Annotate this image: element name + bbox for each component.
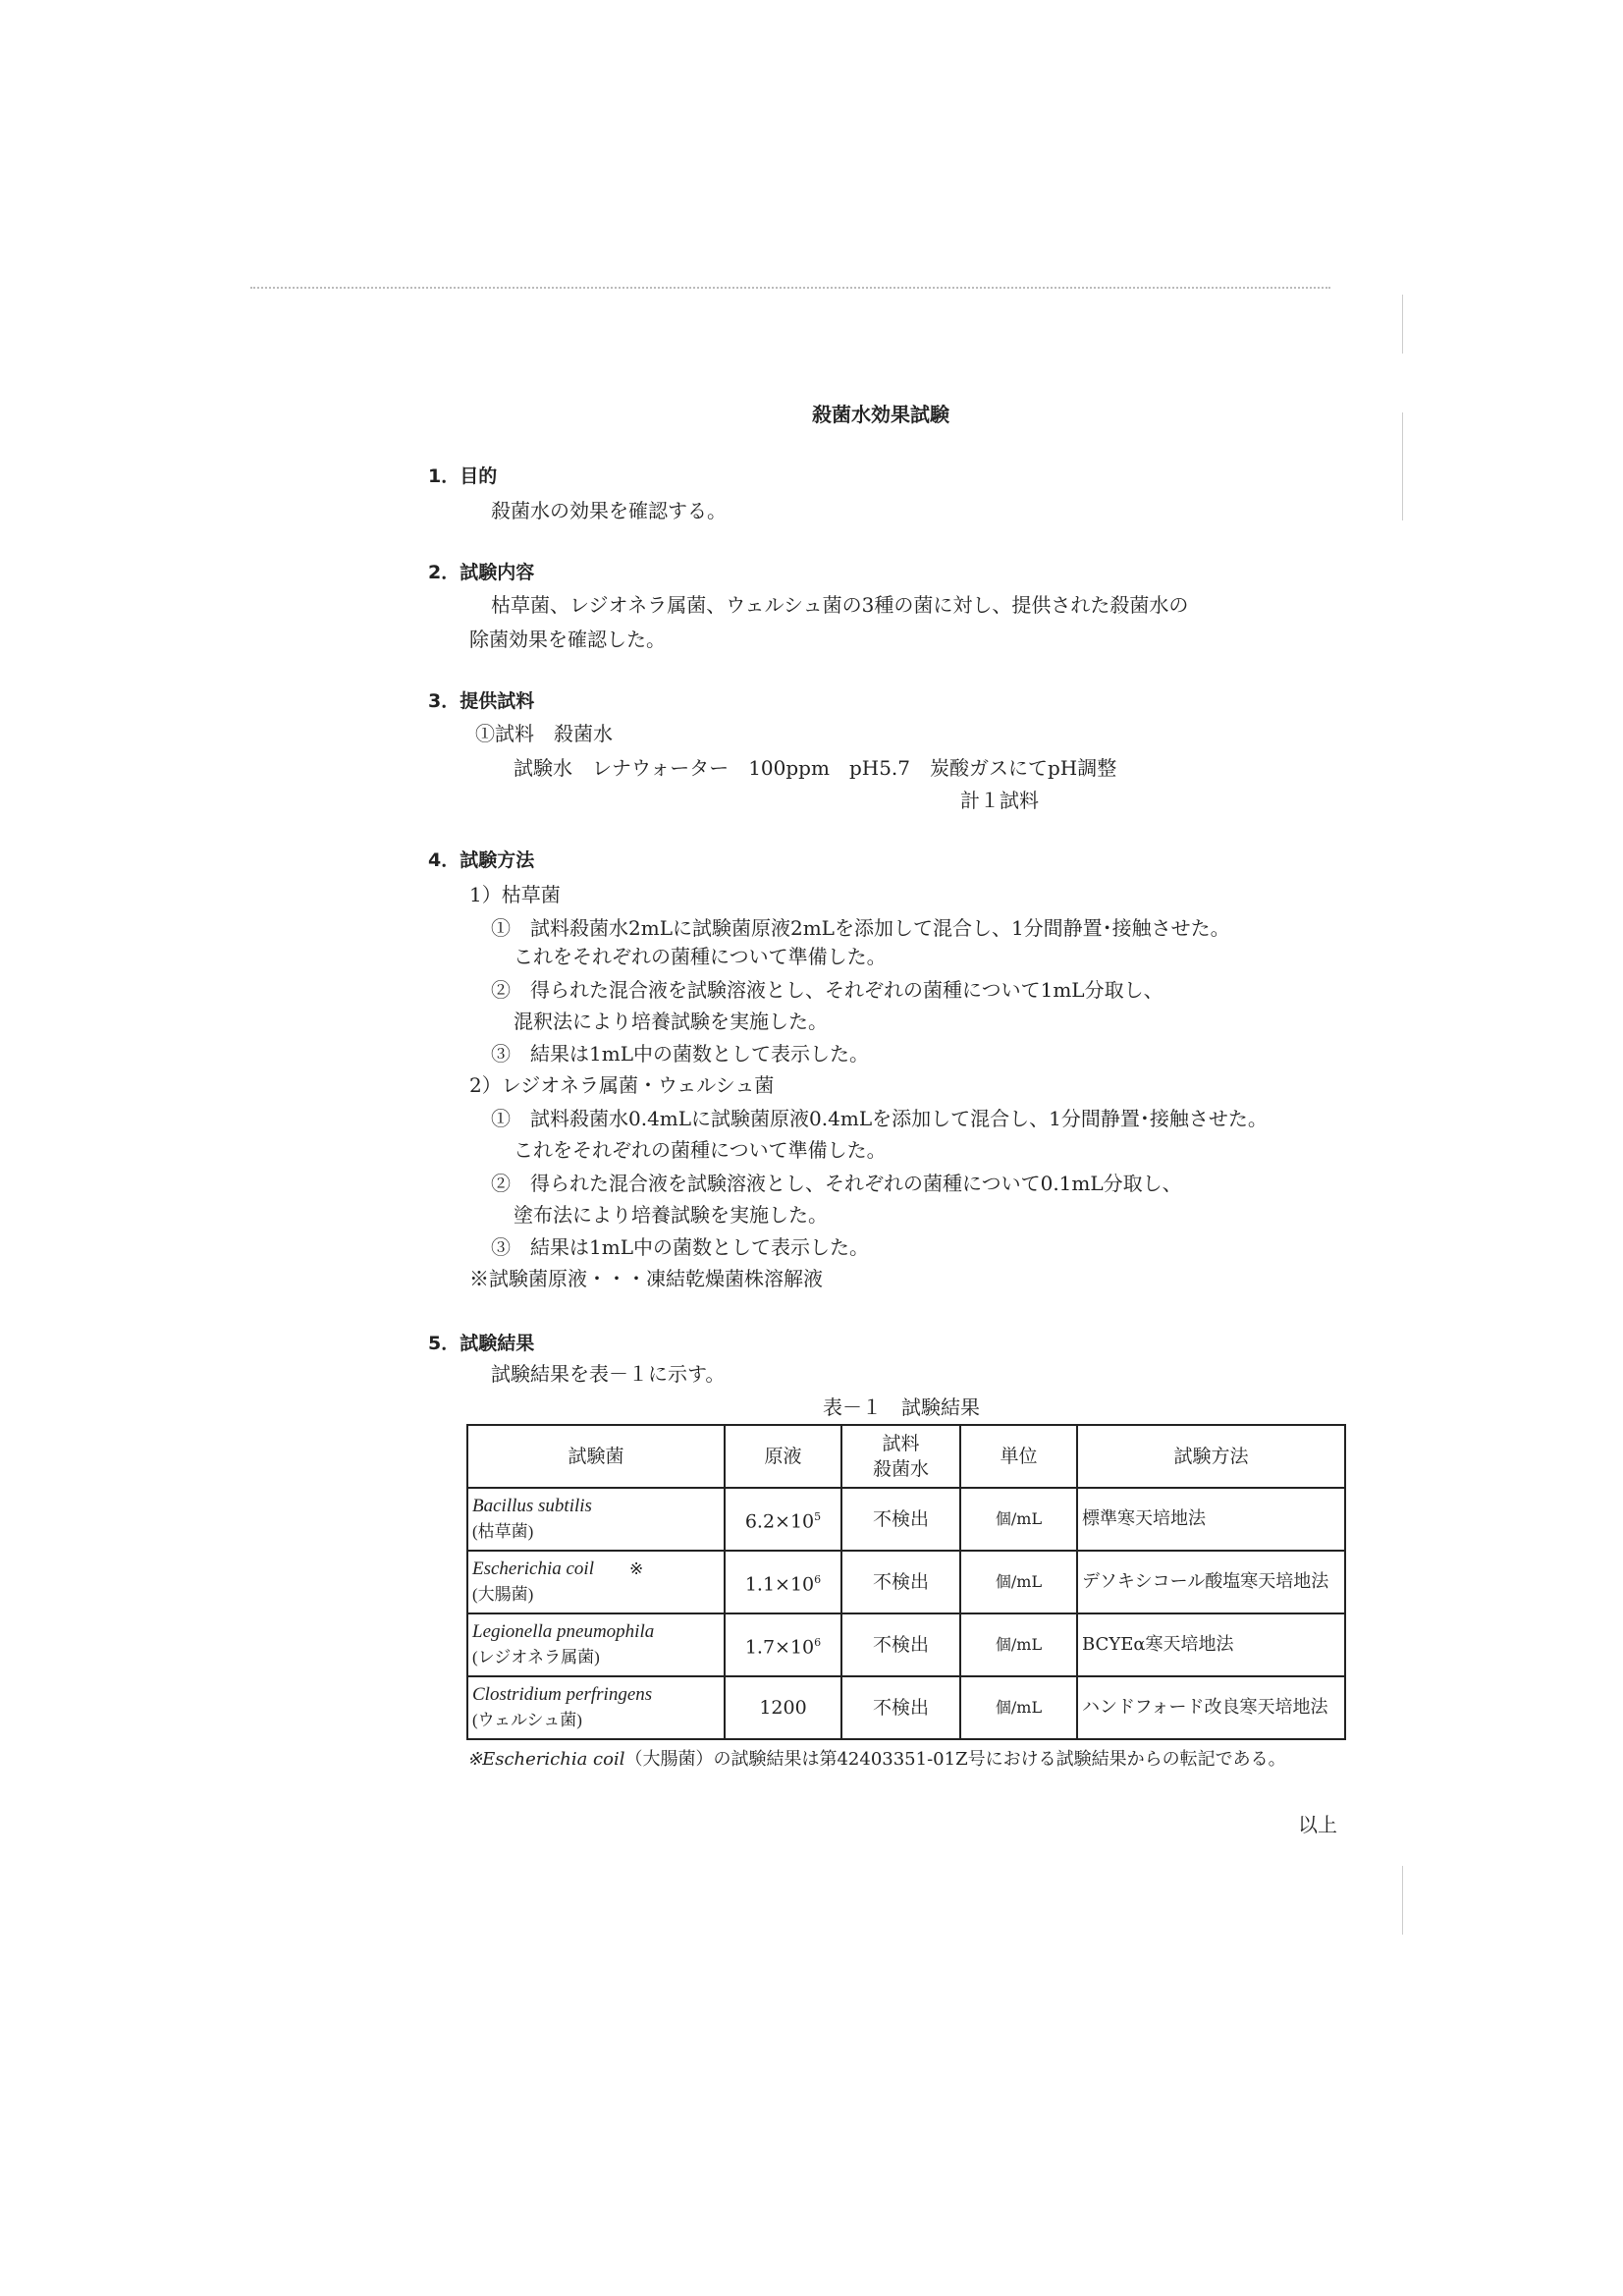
section-1-heading: 1．目的 [428,465,498,487]
stock-cell [725,1551,841,1613]
stock-cell [725,1613,841,1676]
header-method: 試験方法 [1077,1425,1345,1488]
method-subheading: 2）レジオネラ属菌・ウェルシュ菌 [469,1073,775,1097]
table-footnote [467,1748,1286,1772]
organism-latin: Clostridium perfringens [472,1684,653,1705]
result-cell: 不検出 [841,1488,960,1551]
header-sample-line1: 試料 [882,1433,920,1454]
header-sample [841,1425,960,1488]
organism-latin: Escherichia coil [472,1558,594,1579]
table-row [467,1551,1345,1613]
organism-latin: Legionella pneumophila [472,1621,655,1642]
method-step: これをそれぞれの菌種について準備した。 [514,945,887,968]
method-step: これをそれぞれの菌種について準備した。 [514,1138,887,1162]
stock-value: 1200 [759,1697,807,1719]
method-step: ② 得られた混合液を試験溶液とし、それぞれの菌種について0.1mL分取し、 [491,1172,1182,1195]
method-cell: BCYEα寒天培地法 [1077,1613,1345,1676]
stock-value: 1.1×10 [744,1573,815,1596]
organism-jp: (大腸菌) [472,1585,534,1604]
section-2-heading: 2．試験内容 [428,562,535,583]
stock-value: 6.2×10 [744,1510,815,1533]
sample-item: ①試料 殺菌水 [475,722,613,745]
section-2-body: 枯草菌、レジオネラ属菌、ウェルシュ菌の3種の菌に対し、提供された殺菌水の [491,593,1189,617]
organism-cell [467,1551,725,1613]
table-row [467,1613,1345,1676]
method-subheading: 1）枯草菌 [469,883,561,906]
section-5-heading: 5．試験結果 [428,1333,535,1354]
scan-edge-mark [1402,412,1403,520]
stock-value: 1.7×10 [744,1636,815,1659]
footnote-text: （大腸菌）の試験結果は第42403351-01Z号における試験結果からの転記である。 [624,1749,1286,1770]
section-1-body: 殺菌水の効果を確認する。 [491,499,727,522]
section-2-body: 除菌効果を確認した。 [469,628,666,651]
method-step: ③ 結果は1mL中の菌数として表示した。 [491,1042,869,1066]
header-stock: 原液 [725,1425,841,1488]
method-cell: ハンドフォード改良寒天培地法 [1077,1676,1345,1739]
header-sample-line2: 殺菌水 [872,1458,929,1480]
unit-cell: 個/mL [960,1613,1077,1676]
sample-total: 計１試料 [960,789,1039,812]
table-row [467,1488,1345,1551]
header-unit: 単位 [960,1425,1077,1488]
reference-mark: ※ [629,1559,644,1578]
method-cell: デソキシコール酸塩寒天培地法 [1077,1551,1345,1613]
organism-jp: (枯草菌) [472,1522,534,1541]
result-cell: 不検出 [841,1613,960,1676]
organism-jp: (レジオネラ属菌) [472,1648,600,1667]
organism-cell [467,1676,725,1739]
method-note: ※試験菌原液・・・凍結乾燥菌株溶解液 [469,1267,823,1290]
method-step: 塗布法により培養試験を実施した。 [514,1203,828,1227]
unit-cell: 個/mL [960,1676,1077,1739]
organism-latin: Bacillus subtilis [472,1496,592,1516]
organism-cell [467,1613,725,1676]
section-3-heading: 3．提供試料 [428,690,535,712]
stock-exponent: 5 [814,1509,822,1523]
method-cell: 標準寒天培地法 [1077,1488,1345,1551]
stock-cell [725,1488,841,1551]
table-row [467,1676,1345,1739]
result-cell: 不検出 [841,1676,960,1739]
stock-cell [725,1676,841,1739]
closing-mark: 以上 [1298,1813,1337,1836]
organism-cell [467,1488,725,1551]
sample-detail: 試験水 レナウォーター 100ppm pH5.7 炭酸ガスにてpH調整 [514,756,1117,780]
method-step: 混釈法により培養試験を実施した。 [514,1010,828,1033]
unit-cell: 個/mL [960,1551,1077,1613]
section-4-heading: 4．試験方法 [428,849,535,871]
table-caption: 表－１ 試験結果 [823,1395,980,1419]
footnote-latin: ※Escherichia coil [467,1749,625,1770]
method-step: ② 得られた混合液を試験溶液とし、それぞれの菌種について1mL分取し、 [491,978,1163,1002]
header-organism: 試験菌 [467,1425,725,1488]
table-header-row [467,1425,1345,1488]
result-cell: 不検出 [841,1551,960,1613]
scan-edge-mark [1402,295,1403,354]
organism-jp: (ウェルシュ菌) [472,1711,582,1729]
scan-artifact-line [250,287,1330,289]
scan-edge-mark [1402,1866,1403,1935]
method-step: ③ 結果は1mL中の菌数として表示した。 [491,1235,869,1259]
stock-exponent: 6 [814,1635,822,1649]
document-title: 殺菌水効果試験 [812,403,949,426]
section-5-body: 試験結果を表－１に示す。 [491,1362,726,1386]
unit-cell: 個/mL [960,1488,1077,1551]
stock-exponent: 6 [814,1572,822,1586]
method-step: ① 試料殺菌水2mLに試験菌原液2mLを添加して混合し、1分間静置･接触させた。 [491,916,1230,940]
results-table [466,1424,1346,1740]
method-step: ① 試料殺菌水0.4mLに試験菌原液0.4mLを添加して混合し、1分間静置･接触させた。 [491,1107,1268,1130]
